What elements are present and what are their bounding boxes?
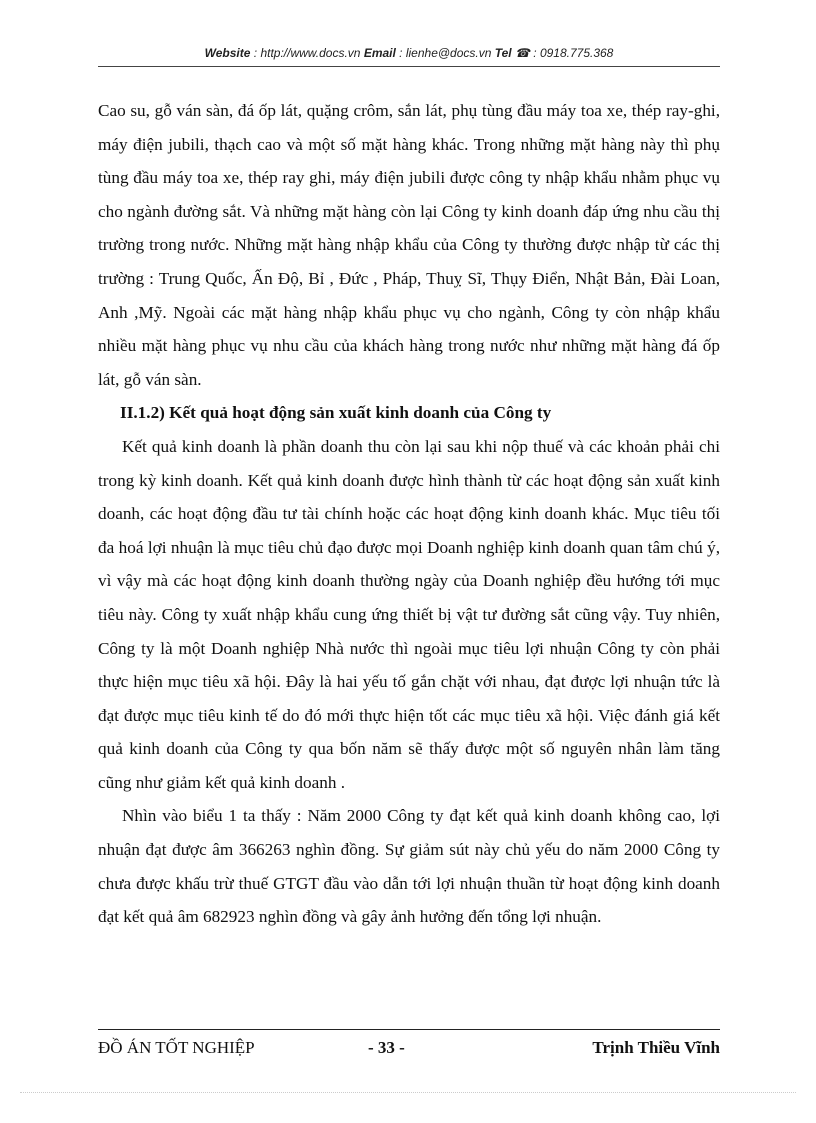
- email-value: : lienhe@docs.vn: [395, 46, 495, 60]
- page-number: - 33 -: [368, 1038, 405, 1057]
- footer-author: Trịnh Thiều Vĩnh: [592, 1038, 720, 1057]
- website-label: Website: [204, 46, 251, 60]
- email-label: Email: [363, 46, 396, 60]
- page-header: [98, 46, 720, 67]
- section-heading: II.1.2) Kết quả hoạt động sản xuất kinh doanh của Công ty: [120, 403, 552, 423]
- tel-label: Tel: [494, 46, 512, 60]
- tel-value: ☎ : 0918.775.368: [511, 46, 614, 60]
- footer-thesis-label: ĐỒ ÁN TỐT NGHIỆP: [98, 1038, 255, 1057]
- document-body: [98, 94, 720, 934]
- website-value: : http://www.docs.vn: [250, 46, 364, 60]
- paragraph-business-results: Kết quả kinh doanh là phần doanh thu còn lại sau khi nộp thuế và các khoản phải chi trong kỳ kinh doanh. Kết quả kinh doanh được hình thành từ các hoạt động sản xuất kinh doanh, các hoạt động đầu tư tài chính hoặc các hoạt động kinh doanh khác. Mục tiêu tối đa hoá lợi nhuận là mục tiêu chủ đạo được mọi Doanh nghiệp kinh doanh quan tâm chú ý, vì vậy mà các hoạt động kinh doanh thường ngày của Doanh nghiệp đều hướng tới mục tiêu này. Công ty xuất nhập khẩu cung ứng thiết bị vật tư đường sắt cũng vậy. Tuy nhiên, Công ty là một Doanh nghiệp Nhà nước thì ngoài mục tiêu lợi nhuận Công ty còn phải thực hiện mục tiêu xã hội. Đây là hai yếu tố gắn chặt với nhau, đạt được lợi nhuận tức là đạt được mục tiêu kinh tế do đó mới thực hiện tốt các mục tiêu xã hội. Việc đánh giá kết quả kinh doanh của Công ty qua bốn năm sẽ thấy được một số nguyên nhân làm tăng cũng như giảm kết quả kinh doanh .: [98, 436, 720, 792]
- paragraph-imports: Cao su, gỗ ván sàn, đá ốp lát, quặng crôm, sắn lát, phụ tùng đầu máy toa xe, thép ray-ghi, máy điện jubili, thạch cao và một số mặt hàng khác. Trong những mặt hàng này thì phụ tùng đầu máy toa xe, thép ray ghi, máy điện jubili được công ty nhập khẩu nhằm phục vụ cho ngành đường sắt. Và những mặt hàng còn lại Công ty kinh doanh đáp ứng nhu cầu thị trường trong nước. Những mặt hàng nhập khẩu của Công ty thường được nhập từ các thị trường : Trung Quốc, Ấn Độ, Bỉ , Đức , Pháp, Thuỵ Sĩ, Thụy Điển, Nhật Bản, Đài Loan, Anh ,Mỹ. Ngoài các mặt hàng nhập khẩu phục vụ cho ngành, Công ty còn nhập khẩu nhiều mặt hàng phục vụ nhu cầu của khách hàng trong nước như những mặt hàng đá ốp lát, gỗ ván sàn.: [98, 101, 720, 389]
- footer-divider: [98, 1029, 720, 1030]
- paragraph-table-analysis: Nhìn vào biểu 1 ta thấy : Năm 2000 Công ty đạt kết quả kinh doanh không cao, lợi nhuận đạt được âm 366263 nghìn đồng. Sự giảm sút này chủ yếu do năm 2000 Công ty chưa được khấu trừ thuế GTGT đầu vào dẫn tới lợi nhuận thuần từ hoạt động kinh doanh đạt kết quả âm 682923 nghìn đồng và gây ảnh hưởng đến tổng lợi nhuận.: [98, 806, 720, 927]
- page-bottom-border: [20, 1092, 796, 1093]
- page-footer: [98, 1038, 720, 1062]
